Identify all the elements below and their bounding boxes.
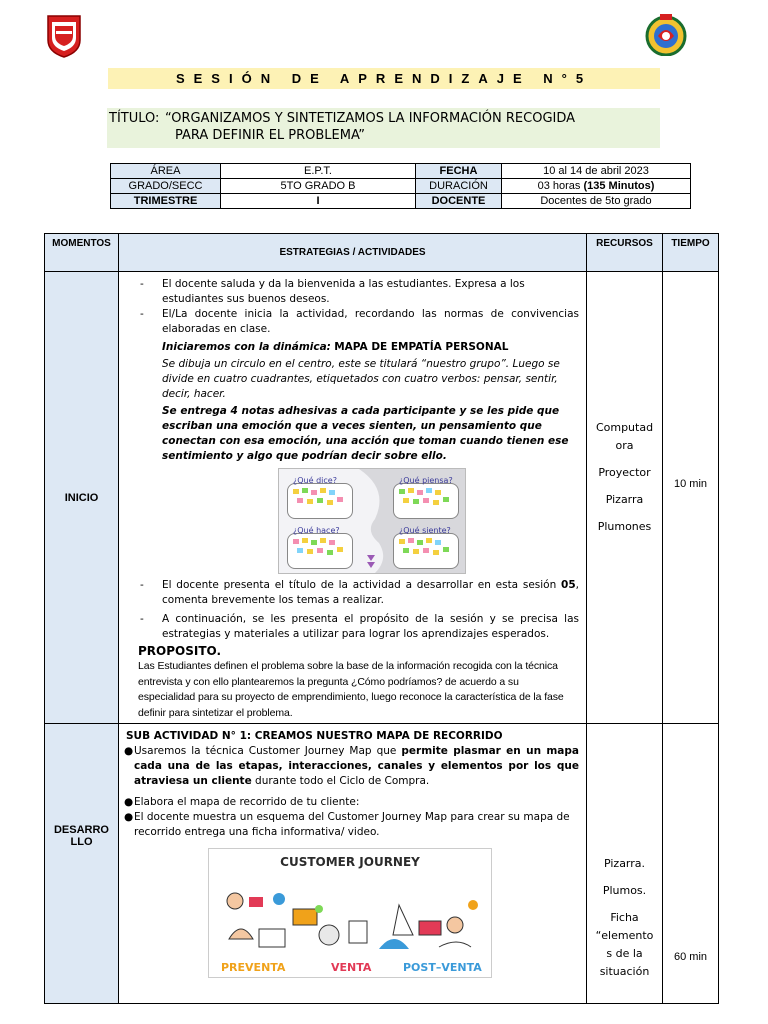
recurso-plumones: Plumones	[597, 520, 652, 533]
list-item: - A continuación, se les presenta el propósito de la sesión y se precisa las estrategias y materiales a utilizar para lograr los aprendizajes esperados.	[140, 613, 579, 640]
stage-desarrollo-line-1: DESARRO	[53, 823, 109, 836]
desarrollo-bullet-2: Elabora el mapa de recorrido de tu cliente:	[134, 796, 360, 808]
stage-desarrollo-line-2: LLO	[70, 835, 93, 848]
inicio-bullet-3-end: , comenta brevemente los temas a realizar.	[162, 579, 579, 606]
sub-activity-title: SUB ACTIVIDAD N° 1: CREAMOS NUESTRO MAPA DE RECORRIDO	[126, 730, 503, 742]
phase-venta: VENTA	[331, 961, 372, 974]
docente-value: Docentes de 5to grado	[502, 194, 691, 209]
desarrollo-tiempo-value: 60 min	[673, 951, 708, 963]
grado-label: GRADO/SECC	[111, 179, 221, 194]
recurso-proyector: Proyector	[598, 466, 651, 479]
duracion-value	[502, 179, 691, 194]
area-value: E.P.T.	[221, 164, 416, 179]
dynamic-intro-label: Iniciaremos con la dinámica:	[162, 341, 331, 353]
dynamic-intro	[120, 340, 585, 355]
recurso-computadora-1: Computad	[595, 421, 654, 434]
map-label-dice: ¿Qué dice?	[293, 476, 337, 485]
map-label-hace: ¿Qué hace?	[293, 526, 340, 535]
desarrollo-bullet-3: El docente muestra un esquema del Customer Journey Map para crear su mapa de recorrido entrega una ficha informativa/ video.	[134, 811, 570, 838]
tiempo-header: TIEMPO	[663, 234, 719, 272]
docente-label: DOCENTE	[416, 194, 502, 209]
recurso-pizarra-2: Pizarra.	[603, 857, 646, 870]
empathy-map-image	[278, 468, 466, 574]
inicio-bullet-4: A continuación, se les presenta el propósito de la sesión y se precisa las estrategias y materiales a utilizar para lograr los aprendizajes esperados.	[162, 613, 579, 640]
activities-table	[44, 233, 719, 1004]
school-crest-logo	[46, 14, 82, 58]
estrategias-header: ESTRATEGIAS / ACTIVIDADES	[119, 234, 587, 272]
list-item: - El docente saluda y da la bienvenida a las estudiantes. Expresa a los estudiantes sus buenos deseos.	[140, 278, 525, 305]
info-table	[110, 163, 691, 209]
area-label: ÁREA	[111, 164, 221, 179]
duracion-minutes: (135 Minutos)	[583, 180, 655, 192]
desarrollo-recursos	[587, 724, 663, 1004]
recurso-ficha-3: s de la	[606, 947, 643, 960]
stage-inicio: INICIO	[45, 272, 119, 724]
stage-desarrollo	[45, 724, 119, 1004]
journey-illustration	[209, 849, 491, 977]
map-label-siente: ¿Qué siente?	[399, 526, 451, 535]
recurso-ficha-2: “elemento	[595, 929, 654, 942]
session-number: 05	[561, 579, 576, 591]
list-item: ● Elabora el mapa de recorrido de tu cliente:	[124, 796, 360, 808]
recurso-ficha-4: situación	[599, 965, 650, 978]
momentos-header: MOMENTOS	[45, 234, 119, 272]
recurso-ficha-1: Ficha	[610, 911, 639, 924]
duracion-label: DURACIÓN	[416, 179, 502, 194]
trimestre-label: TRIMESTRE	[111, 194, 221, 209]
recurso-computadora-2: ora	[615, 439, 634, 452]
list-item: ● El docente muestra un esquema del Customer Journey Map para crear su mapa de recorrido entrega una ficha informativa/ video.	[124, 811, 570, 838]
session-title-text	[165, 110, 655, 144]
fecha-label: FECHA	[416, 164, 502, 179]
title-line-2: PARA DEFINIR EL PROBLEMA”	[175, 128, 365, 143]
ept-logo	[644, 14, 688, 56]
list-item: - El/La docente inicia la actividad, recordando las normas de convivencias elaboradas en clase.	[140, 308, 579, 335]
phase-postventa: POST–VENTA	[403, 961, 482, 974]
trimestre-value: I	[221, 194, 416, 209]
proposito-title: PROPOSITO.	[138, 644, 222, 658]
journey-title: CUSTOMER JOURNEY	[280, 855, 420, 869]
sticky-notes	[279, 469, 465, 573]
title-line-1: “ORGANIZAMOS Y SINTETIZAMOS LA INFORMACIÓN RECOGIDA	[165, 111, 576, 126]
dynamic-notes: Se entrega 4 notas adhesivas a cada participante y se les pide que escriban una emoción que a veces sienten, un pensamiento que conectan con esa emoción, una acción que toman cuando tienen ese sentimiento y algo que podrían decir sobre ello.	[162, 405, 569, 462]
map-label-piensa: ¿Qué piensa?	[399, 476, 453, 485]
inicio-content	[119, 272, 587, 724]
fecha-value: 10 al 14 de abril 2023	[502, 164, 691, 179]
recursos-header: RECURSOS	[587, 234, 663, 272]
dynamic-name: MAPA DE EMPATÍA PERSONAL	[334, 341, 509, 353]
inicio-bullet-1: El docente saluda y da la bienvenida a las estudiantes. Expresa a los estudiantes sus buenos deseos.	[162, 278, 525, 305]
desarrollo-tiempo	[663, 724, 719, 1004]
inicio-tiempo-value: 10 min	[673, 477, 708, 490]
duracion-hours: 03 horas	[537, 180, 581, 192]
inicio-bullet-2: El/La docente inicia la actividad, recordando las normas de convivencias elaboradas en clase.	[162, 308, 579, 335]
title-label: TÍTULO:	[109, 111, 160, 126]
phase-preventa: PREVENTA	[221, 961, 286, 974]
grado-value: 5TO GRADO B	[221, 179, 416, 194]
recurso-pizarra: Pizarra	[605, 493, 644, 506]
proposito-text: Las Estudiantes definen el problema sobre la base de la información recogida con la técnica entrevista y con ello plantearemos la pregunta ¿Cómo podríamos? de acuerdo a su especialidad para su proyecto de emprendimiento, luego reconoce la característica de la fase definir para sintetizar el problema.	[138, 660, 564, 719]
desarrollo-bullet-1: Usaremos la técnica Customer Journey Map que	[134, 745, 397, 757]
dynamic-description: Se dibuja un circulo en el centro, este se titulará “nuestro grupo”. Luego se divide en cuatro cuadrantes, etiquetados con cuatro verbos: pensar, sentir, decir, hacer.	[162, 358, 560, 400]
inicio-recursos	[587, 272, 663, 724]
inicio-tiempo	[663, 272, 719, 724]
desarrollo-bullet-1-end: durante todo el Ciclo de Compra.	[255, 775, 430, 787]
session-banner: SESIÓN DE APRENDIZAJE N°5	[108, 68, 660, 89]
list-item: - El docente presenta el título de la actividad a desarrollar en esta sesión 05, comenta brevemente los temas a realizar.	[140, 579, 579, 606]
inicio-bullet-3: El docente presenta el título de la actividad a desarrollar en esta sesión	[162, 579, 557, 591]
desarrollo-bullet-1-bold: permite plasmar en un mapa cada una de las etapas, interacciones, canales y elementos por los que atraviesa un cliente	[134, 745, 579, 787]
customer-journey-image	[208, 848, 492, 978]
title-block	[107, 108, 660, 148]
desarrollo-content	[119, 724, 587, 1004]
list-item: ● Usaremos la técnica Customer Journey Map que permite plasmar en un mapa cada una de las etapas, interacciones, canales y elementos por los que atraviesa un cliente durante todo el Ciclo de Compra.	[124, 745, 579, 787]
recurso-plumos: Plumos.	[602, 884, 647, 897]
